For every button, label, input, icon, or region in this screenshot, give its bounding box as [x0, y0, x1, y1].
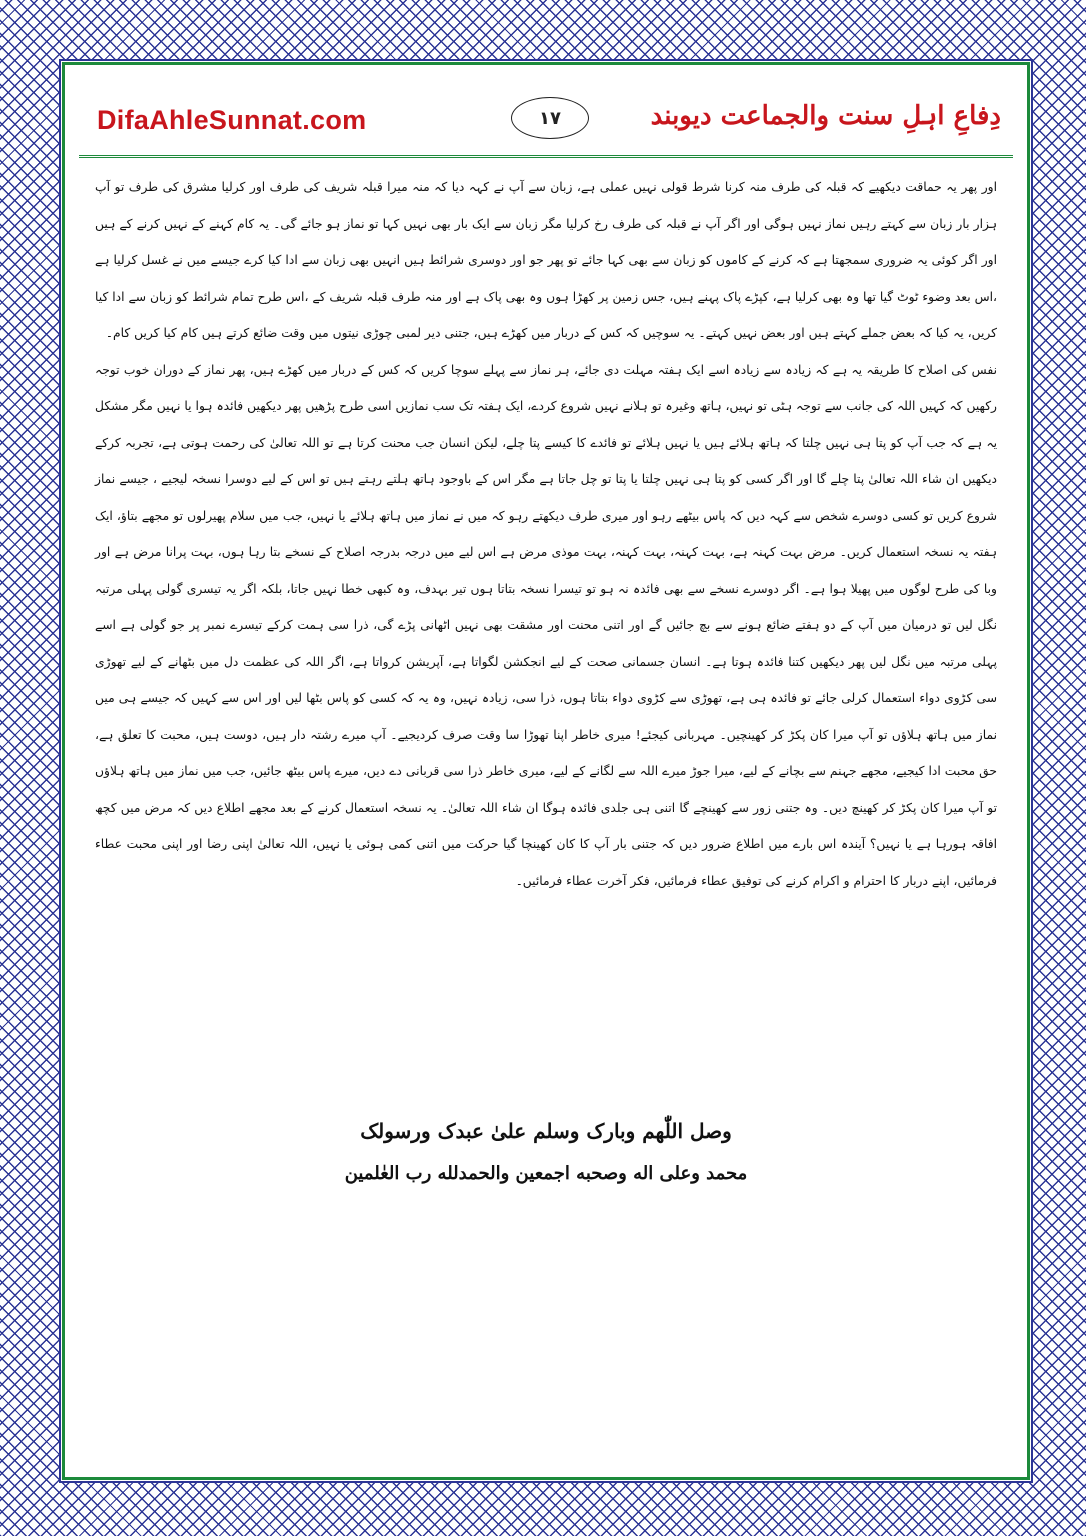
closing-line-1: وصل اللّٰھم وبارک وسلم علیٰ عبدک ورسولک [360, 1119, 732, 1143]
body-text [95, 169, 997, 899]
page-frame [62, 62, 1030, 1480]
closing-line-2: محمد وعلی اله وصحبه اجمعین والحمدلله رب العٰلمین [344, 1163, 748, 1184]
book-title: دِفاعِ اہلِ سنت والجماعت دیوبند [650, 101, 1001, 131]
paragraph-2: نفس کی اصلاح کا طریقہ یہ ہے کہ زیادہ سے زیادہ اسے ایک ہفتہ مہلت دی جائے، ہر نماز سے پہلے سوچا کریں کہ کس کے دربار میں کھڑے ہیں، پھر نماز کے دوران خوب توجہ رکھیں کہ کہیں اللہ کی جانب سے توجہ ہٹی تو نہیں، ہاتھ وغیرہ تو ہلانے نہیں شروع کردے، ایک ہفتہ تک سب نمازیں اسی طرح پڑھیں پھر دیکھیں فائدہ ہوا یا نہیں مگر مشکل یہ ہے کہ جب آپ کو پتا ہی نہیں چلتا کہ ہاتھ ہلائے ہیں یا نہیں ہلائے تو فائدے کا کیسے پتا چلے، لیکن انسان جب محنت کرتا ہے تو اللہ تعالیٰ کی رحمت ہوتی ہے، تجربہ کرکے دیکھیں ان شاء اللہ تعالیٰ پتا چلے گا اور اگر کسی کو پتا ہی نہیں چلتا یا پتا تو چل جاتا ہے مگر اس کے باوجود ہاتھ ہلتے رہتے ہیں تو اس کے لیے دوسرا نسخہ لیجیے ، جیسے نماز شروع کریں تو کسی دوسرے شخص سے کہہ دیں کہ پاس بیٹھے رہو اور میری طرف دیکھتے رہو کہ میں نے نماز میں ہاتھ ہلائے یا نہیں، جب میں سلام پھیرلوں تو مجھے بتاؤ، ایک ہفتہ یہ نسخہ استعمال کریں۔ مرض بہت کہنہ ہے، بہت کہنہ، بہت کہنہ، بہت موذی مرض ہے اس لیے میں درجہ بدرجہ اصلاح کے نسخے بتا رہا ہوں، بہت پرانا مرض ہے اور وبا کی طرح لوگوں میں پھیلا ہوا ہے۔ اگر دوسرے نسخے سے بھی فائدہ نہ ہو تو تیسرا نسخہ بتاتا ہوں تیر بہدف، وہ کبھی خطا نہیں جاتا، بلکہ اگر یہ تیسری گولی پہلی مرتبہ نگل لیں تو درمیان میں آپ کے دو ہفتے ضائع ہونے سے بچ جائیں گے اور اتنی محنت اور مشقت بھی نہیں اٹھانی پڑے گی، ذرا سی ہمت کرکے تیسرے نمبر پر جو گولی ہے اسے پہلی مرتبہ میں نگل لیں پھر دیکھیں کتنا فائدہ ہوتا ہے۔ انسان جسمانی صحت کے لیے انجکشن لگواتا ہے، آپریشن کرواتا ہے، اگر اللہ کی عظمت دل میں بٹھانے کے لیے تھوڑی سی کڑوی دواء استعمال کرلی جائے تو فائدہ ہی ہے، تھوڑی سے کڑوی دواء بتاتا ہوں، ذرا سی، زیادہ نہیں، وہ یہ کہ کسی کو پاس بٹھا لیں اور اس سے کہیں کہ جیسے ہی میں نماز میں ہاتھ ہلاؤں تو آپ میرا کان پکڑ کر کھینچیں۔ مہربانی کیجئے! میری خاطر اپنا تھوڑا سا وقت صرف کردیجیے۔ آپ میرے رشتہ دار ہیں، دوست ہیں، محبت کا تعلق ہے، حق محبت ادا کیجیے، مجھے جہنم سے بچانے کے لیے، میرا جوڑ میرے اللہ سے لگانے کے لیے، میری خاطر ذرا سی قربانی دے دیں، میرے پاس بیٹھ جائیں، جب میں نماز میں ہاتھ ہلاؤں تو آپ میرا کان پکڑ کر کھینچ دیں۔ وہ جتنی زور سے کھینچے گا اتنی ہی جلدی فائدہ ہوگا ان شاء اللہ تعالیٰ۔ یہ نسخہ استعمال کرنے کے بعد مجھے اطلاع دیں کہ مرض میں کچھ افاقہ ہورہا ہے یا نہیں؟ آیندہ اس بارے میں اطلاع ضرور دیں کہ جتنی بار آپ کا کان کھینچا گیا حرکت میں اتنی کمی ہوئی یا نہیں، اللہ تعالیٰ اپنی رضا اور اپنی محبت عطاء فرمائیں، اپنے دربار کا احترام و اکرام کرنے کی توفیق عطاء فرمائیں، فکر آخرت عطاء فرمائیں۔ [95, 362, 997, 888]
site-name[interactable]: DifaAhleSunnat.com [97, 105, 367, 135]
closing-prayer [65, 1119, 1027, 1184]
page-number: ۱۷ [511, 97, 589, 139]
paragraph-1: اور پھر یہ حماقت دیکھیے کہ قبلہ کی طرف منہ کرنا شرط قولی نہیں عملی ہے، زبان سے آپ نے کہہ دیا کہ منہ میرا قبلہ شریف کی طرف اور کرلیا مشرق کی طرف تو آپ ہزار بار زبان سے کہتے رہیں نماز نہیں ہوگی اور اگر آپ نے قبلہ کی طرف رخ کرلیا مگر زبان سے ایک بار بھی نہیں کہا تو نماز ہو جائے گی۔ یہ کام کہنے کے نہیں کرنے کے ہیں اور اگر کوئی یہ ضروری سمجھتا ہے کہ کرنے کے کاموں کو زبان سے بھی کہا جائے تو پھر جو اور دوسری شرائط ہیں انہیں بھی زبان سے ادا کیا کرے جیسے میں نے غسل کرلیا ہے ،اس بعد وضوء ٹوٹ گیا تھا وہ بھی کرلیا ہے، کپڑے پاک پہنے ہیں، جس زمین پر کھڑا ہوں وہ بھی پاک ہے اور منہ طرف قبلہ شریف کے ،اس طرح تمام شرائط کو زبان سے ادا کیا کریں، یہ کیا کہ بعض جملے کہتے ہیں اور بعض نہیں کہتے۔ یہ سوچیں کہ کس کے دربار میں کھڑے ہیں، جتنی دیر لمبی چوڑی نیتوں میں وقت ضائع کرتے ہیں کام کیا کریں کام۔ [95, 180, 997, 340]
page-header [79, 83, 1013, 158]
